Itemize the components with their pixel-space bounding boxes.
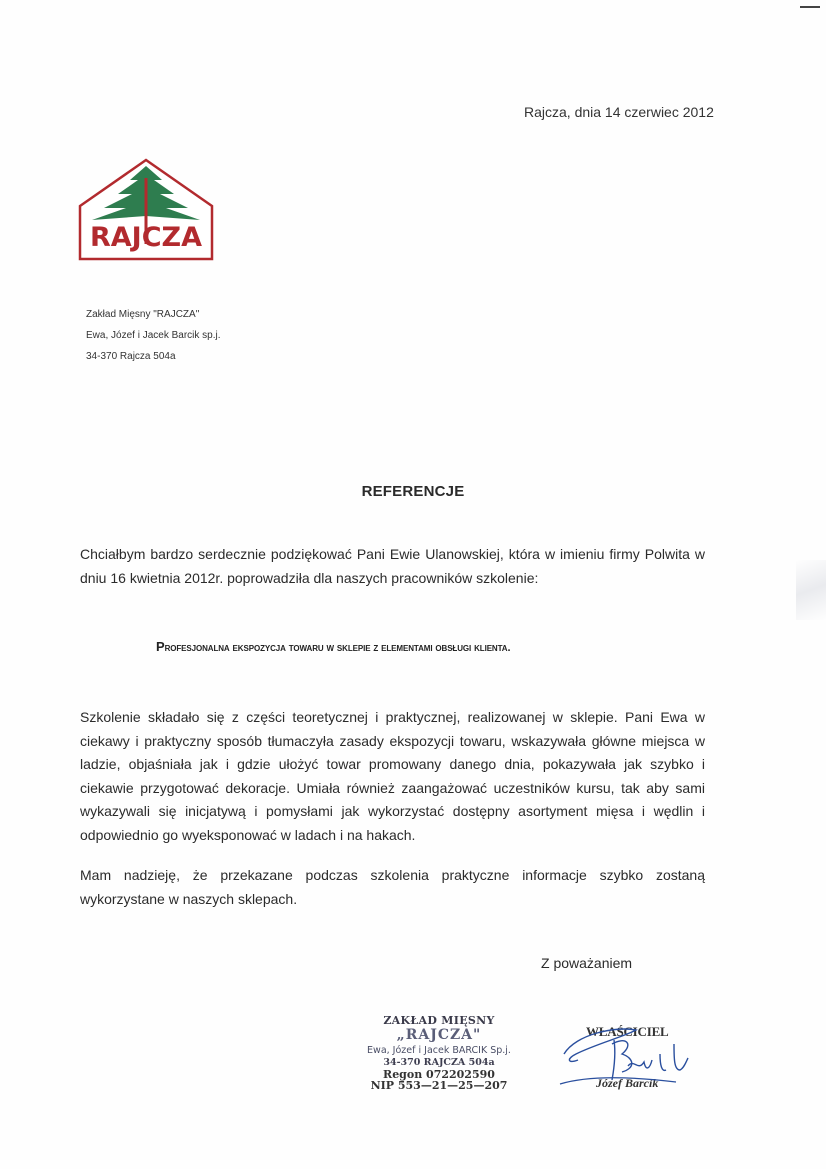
company-name: Zakład Mięsny "RAJCZA": [86, 309, 200, 320]
owner-title: WŁAŚCICIEL: [586, 1024, 669, 1039]
stamp-prefix: ZAKŁAD MIĘSNY: [383, 1014, 495, 1027]
paper-fold-shadow: [796, 560, 826, 620]
stamp-line-2: Ewa, Józef i Jacek BARCIK Sp.j.: [367, 1045, 511, 1056]
stamp-nip: NIP 553—21—25—207: [370, 1079, 508, 1092]
date-line: Rajcza, dnia 14 czerwiec 2012: [524, 104, 714, 120]
paragraph-intro: Chciałbym bardzo serdecznie podziękować Pani Ewie Ulanowskiej, która w imieniu firmy Polwita w dniu 16 kwietnia 2012r. poprowadziła dla naszych pracowników szkolenie:: [80, 546, 705, 586]
owner-name: Józef Barcik: [596, 1076, 659, 1090]
company-address: 34-370 Rajcza 504a: [86, 351, 176, 362]
training-topic-rest: rofesjonalna ekspozycja towaru w sklepie z elementami obsługi klienta.: [164, 642, 511, 654]
closing-phrase: Z poważaniem: [541, 955, 633, 971]
paragraph-description: Szkolenie składało się z części teoretycznej i praktycznej, realizowanej w sklepie. Pani Ewa w ciekawy i praktyczny sposób tłumaczyła zasady ekspozycji towaru, wskazywała główne miejsca w ladzie, objaśniała jak i gdzie ułożyć towar promowany danego dnia, pokazywała jak szybko i ciekawie przygotować dekoracje. Umiała również zaangażować uczestników kursu, tak aby sami wykazywali się inicjatywą i pomysłami jak wykorzystać dostępny asortyment mięsa i wędlin i odpowiednio go wyeksponować w ladach i na hakach.: [80, 709, 705, 843]
stamp-brand: „RAJCZA": [396, 1027, 482, 1043]
paragraph-hope: Mam nadzieję, że przekazane podczas szkolenia praktyczne informacje szybko zostaną wykorzystane w naszych sklepach.: [80, 867, 705, 907]
stamp-line-3: 34-370 RAJCZA 504a: [383, 1057, 495, 1068]
rajcza-logo: [78, 158, 214, 262]
company-stamp: [344, 1014, 534, 1092]
training-topic: [156, 639, 510, 654]
svg-text:RAJCZA: RAJCZA: [89, 222, 203, 253]
training-topic-initial: P: [156, 639, 165, 654]
spruce-tree-house-logo-icon: [78, 158, 214, 262]
handwritten-signature-icon: [556, 1014, 706, 1094]
stamp-line-1: [344, 1014, 534, 1043]
document-title: REFERENCJE: [361, 483, 465, 500]
owner-stamp-signature: [556, 1014, 706, 1094]
company-address-block: [86, 304, 221, 367]
scan-edge-mark: [800, 6, 820, 8]
company-owners: Ewa, Józef i Jacek Barcik sp.j.: [86, 330, 221, 341]
stamp-regon: Regon 072202590: [383, 1068, 495, 1081]
